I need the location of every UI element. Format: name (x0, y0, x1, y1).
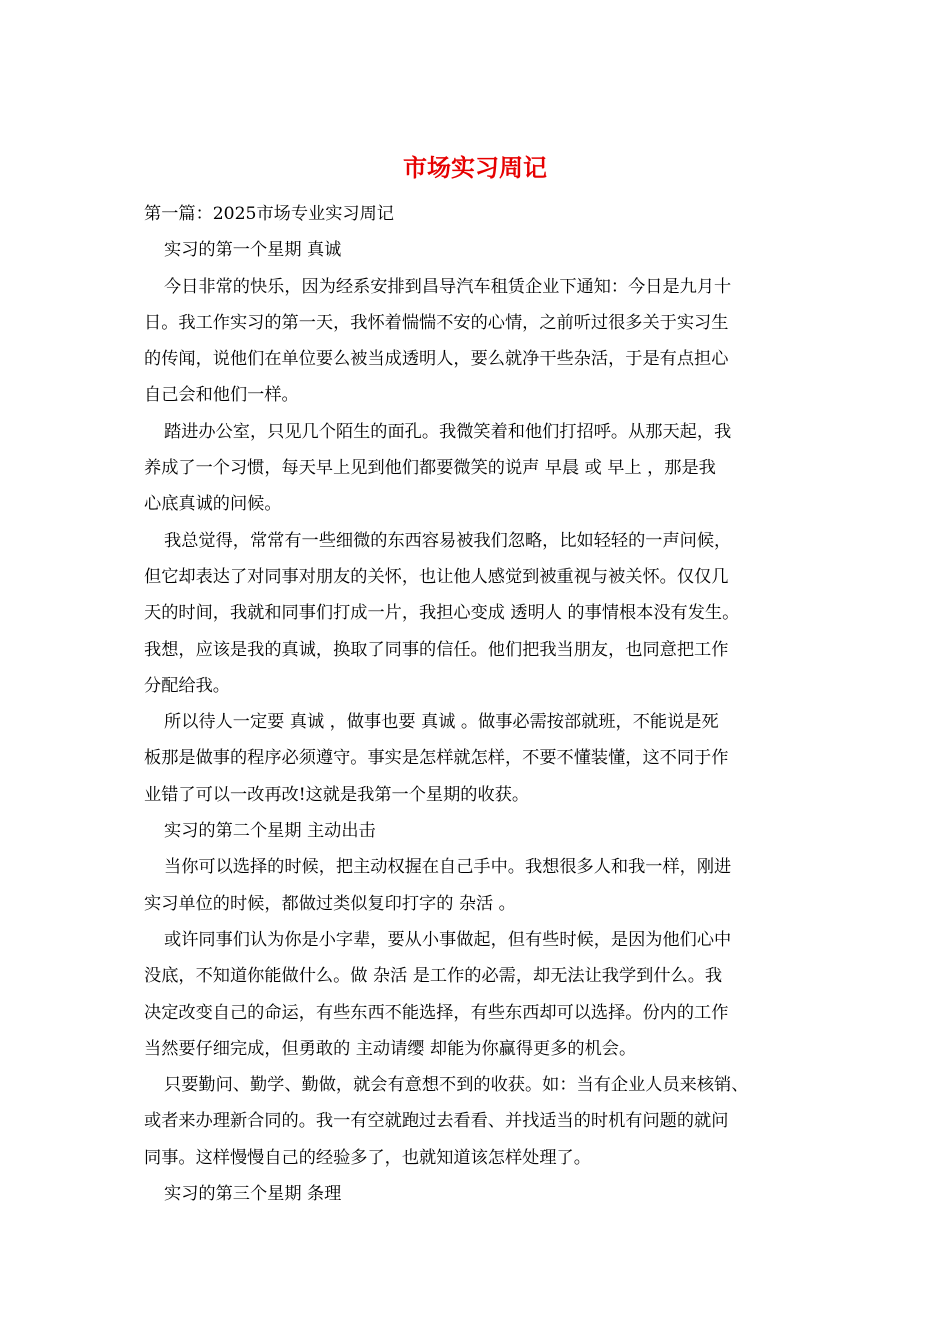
paragraph-line: 日。我工作实习的第一天，我怀着惴惴不安的心情，之前听过很多关于实习生 (144, 312, 729, 333)
paragraph-line: 当然要仔细完成，但勇敢的 主动请缨 却能为你赢得更多的机会。 (144, 1038, 637, 1059)
week-heading: 实习的第三个星期 条理 (164, 1184, 342, 1205)
paragraph-line: 天的时间，我就和同事们打成一片，我担心变成 透明人 的事情根本没有发生。 (144, 603, 740, 624)
paragraph-line: 当你可以选择的时候，把主动权握在自己手中。我想很多人和我一样，刚进 (164, 857, 732, 878)
paragraph-line: 没底，不知道你能做什么。做 杂活 是工作的必需，却无法让我学到什么。我 (144, 966, 723, 987)
paragraph-line: 实习单位的时候，都做过类似复印打字的 杂活 。 (144, 893, 516, 914)
section-heading: 第一篇：2025市场专业实习周记 (144, 204, 394, 224)
document-body (144, 196, 812, 1212)
paragraph-line: 踏进办公室，只见几个陌生的面孔。我微笑着和他们打招呼。从那天起，我 (164, 421, 732, 442)
paragraph-line: 决定改变自己的命运，有些东西不能选择，有些东西却可以选择。份内的工作 (144, 1002, 729, 1023)
document-title: 市场实习周记 (403, 153, 547, 182)
paragraph-line: 我想，应该是我的真诚，换取了同事的信任。他们把我当朋友，也同意把工作 (144, 639, 729, 660)
paragraph-line: 或者来办理新合同的。我一有空就跑过去看看、并找适当的时机有问题的就问 (144, 1111, 729, 1132)
paragraph-line: 但它却表达了对同事对朋友的关怀，也让他人感觉到被重视与被关怀。仅仅几 (144, 566, 729, 587)
paragraph-line: 或许同事们认为你是小字辈，要从小事做起，但有些时候，是因为他们心中 (164, 929, 732, 950)
paragraph-line: 我总觉得，常常有一些细微的东西容易被我们忽略，比如轻轻的一声问候， (164, 530, 732, 551)
week-heading: 实习的第二个星期 主动出击 (164, 821, 376, 842)
paragraph-line: 同事。这样慢慢自己的经验多了，也就知道该怎样处理了。 (144, 1147, 591, 1168)
paragraph-line: 心底真诚的问候。 (144, 494, 282, 515)
paragraph-line: 所以待人一定要 真诚 ，做事也要 真诚 。做事必需按部就班，不能说是死 (164, 712, 719, 733)
paragraph-line: 分配给我。 (144, 675, 230, 696)
paragraph-line: 养成了一个习惯，每天早上见到他们都要微笑的说声 早晨 或 早上 ，那是我 (144, 458, 716, 479)
paragraph-line: 自己会和他们一样。 (144, 385, 299, 406)
paragraph-line: 的传闻，说他们在单位要么被当成透明人，要么就净干些杂活，于是有点担心 (144, 349, 729, 370)
paragraph-line: 只要勤问、勤学、勤做，就会有意想不到的收获。如：当有企业人员来核销、 (164, 1075, 749, 1096)
paragraph-line: 业错了可以一改再改!这就是我第一个星期的收获。 (144, 784, 530, 805)
paragraph-line: 板那是做事的程序必须遵守。事实是怎样就怎样，不要不懂装懂，这不同于作 (144, 748, 729, 769)
week-heading: 实习的第一个星期 真诚 (164, 240, 342, 261)
paragraph-line: 今日非常的快乐，因为经系安排到昌导汽车租赁企业下通知：今日是九月十 (164, 276, 732, 297)
